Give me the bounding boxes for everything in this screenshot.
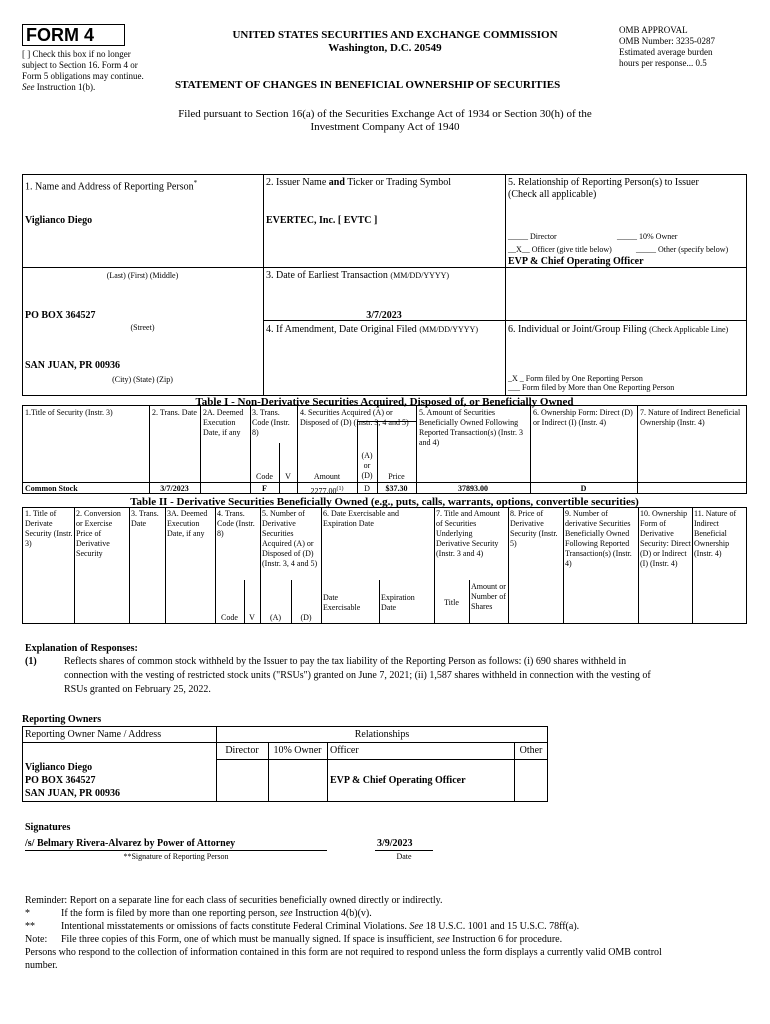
t1-h6: 6. Ownership Form: Direct (D) or Indirect (I) (Instr. 4) <box>533 408 633 427</box>
signature-date-caption: Date <box>396 852 412 861</box>
footer-note-pre: File three copies of this Form, one of which must be manually signed. If space is insufficient, <box>61 934 435 945</box>
omb-estimated: Estimated average burden <box>619 47 713 57</box>
box1-label-text: 1. Name and Address of Reporting Person <box>25 181 194 193</box>
t2-sub-title: Title <box>444 598 459 607</box>
omb-number: OMB Number: 3235-0287 <box>619 36 715 46</box>
box3-label-text: 3. Date of Earliest Transaction <box>266 270 388 281</box>
check-box-note[interactable] <box>22 49 152 93</box>
check-box-note-text: [ ] Check this box if no longer subject to Section 16. Form 4 or Form 5 obligations may continue. <box>22 49 144 81</box>
t1-row-amount-note: (1) <box>336 486 344 492</box>
box2-label-post: Ticker or Trading Symbol <box>347 177 452 188</box>
reporting-person-name: Viglianco Diego <box>25 215 93 226</box>
explanation-line1: Reflects shares of common stock withheld by the Issuer to pay the tax liability of the Reporting Person as follows: (i) 690 shares withheld in <box>64 656 627 667</box>
box5-other[interactable]: _____ Other (specify below) <box>636 245 729 254</box>
footer-star1-mark: * <box>25 908 30 919</box>
t2-h3a: 3A. Deemed Execution Date, if any <box>167 509 208 538</box>
t2-sub-exp: Expiration Date <box>381 593 415 612</box>
t1-row-aord: D <box>364 484 370 493</box>
box6-label <box>508 324 744 336</box>
box6-label-paren: (Check Applicable Line) <box>649 325 729 334</box>
signature-date: 3/9/2023 <box>377 838 413 849</box>
signer-caption: **Signature of Reporting Person <box>123 852 229 861</box>
box1-asterisk: * <box>193 179 198 187</box>
footer-star1-see: see <box>279 908 293 919</box>
box5-sub: (Check all applicable) <box>508 189 597 200</box>
footer-star2-pre: Intentional misstatements or omissions of facts constitute Federal Criminal Violations. <box>61 921 407 932</box>
signer: /s/ Belmary Rivera-Alvarez by Power of Attorney <box>25 838 236 849</box>
box4-label <box>266 324 478 336</box>
issuer-name: EVERTEC, Inc. [ EVTC ] <box>266 215 378 226</box>
t1-h1: 1.Title of Security (Instr. 3) <box>25 408 113 417</box>
t2-h3: 3. Trans. Date <box>131 509 159 528</box>
t1-h5: 5. Amount of Securities Beneficially Owned Following Reported Transaction(s) (Instr. 3 and 4) <box>419 408 523 447</box>
agency-location: Washington, D.C. 20549 <box>328 42 442 54</box>
explanation-heading: Explanation of Responses: <box>25 643 138 654</box>
footer-note <box>61 934 562 946</box>
t2-h4: 4. Trans. Code (Instr. 8) <box>217 509 255 538</box>
box4-label-text: 4. If Amendment, Date Original Filed <box>266 324 417 335</box>
filed-pursuant-2: Investment Company Act of 1940 <box>310 121 460 133</box>
t1-row-price: $37.30 <box>385 484 408 493</box>
t1-row-code: F <box>262 484 267 493</box>
explanation-line2: connection with the vesting of restricted stock units ("RSUs") granted on June 7, 2021; (ii) 1,587 shares withheld in connection with the vesting of <box>64 670 651 681</box>
t1-sub-v: V <box>285 472 291 481</box>
box1-label <box>25 177 197 193</box>
explanation-line3: RSUs granted on February 25, 2022. <box>64 684 211 695</box>
footer-note-see: see <box>436 934 450 945</box>
t1-sub-amount: Amount <box>313 472 341 481</box>
officer-title: EVP & Chief Operating Officer <box>508 256 644 267</box>
footer-star2-see: See <box>409 921 424 932</box>
footer-note-mark: Note: <box>25 934 48 945</box>
form-title: FORM 4 <box>26 25 95 45</box>
box5-director[interactable]: _____ Director <box>508 232 557 241</box>
reporting-person-street: PO BOX 364527 <box>25 310 96 321</box>
box4-format: (MM/DD/YYYY) <box>419 325 478 334</box>
box3-label <box>266 270 449 282</box>
owners-heading: Reporting Owners <box>22 714 102 725</box>
t2-h11: 11. Nature of Indirect Beneficial Ownership (Instr. 4) <box>694 509 737 558</box>
t2-sub-date-ex: Date Exercisable <box>323 593 361 612</box>
owners-col-other: Other <box>519 745 543 756</box>
t2-h10: 10. Ownership Form of Derivative Security: Direct (D) or Indirect (I) (Instr. 4) <box>640 509 691 568</box>
t2-h1: 1. Title of Derivate Security (Instr. 3) <box>25 509 73 548</box>
omb-approval: OMB APPROVAL <box>619 25 688 35</box>
check-box-see: See <box>22 82 35 92</box>
t2-sub-code: Code <box>221 613 238 622</box>
owners-col-director: Director <box>225 745 259 756</box>
reporting-person-city: SAN JUAN, PR 00936 <box>25 360 120 371</box>
t1-sub-price: Price <box>388 472 405 481</box>
owners-name: Viglianco Diego <box>25 762 93 773</box>
box6-label-text: 6. Individual or Joint/Group Filing <box>508 324 647 335</box>
owners-city: SAN JUAN, PR 00936 <box>25 788 120 799</box>
owners-col-ten: 10% Owner <box>273 745 322 756</box>
t1-h7: 7. Nature of Indirect Beneficial Ownership (Instr. 4) <box>640 408 741 427</box>
street-caption: (Street) <box>130 323 155 332</box>
t2-sub-amount: Amount or Number of Shares <box>471 582 506 611</box>
owners-col-rel: Relationships <box>354 729 410 740</box>
footer-persons-1: Persons who respond to the collection of information contained in this form are not required to respond unless the form displays a currently valid OMB control <box>25 947 662 958</box>
box2-label-pre: 2. Issuer Name <box>266 177 327 188</box>
omb-box <box>619 25 759 69</box>
signatures-heading: Signatures <box>25 822 71 833</box>
table2-title: Table II - Derivative Securities Beneficially Owned (e.g., puts, calls, warrants, options, convertible securities) <box>130 496 639 508</box>
t1-h2: 2. Trans. Date <box>152 408 197 417</box>
city-caption: (City) (State) (Zip) <box>112 375 173 384</box>
footer-note-post: Instruction 6 for procedure. <box>452 934 563 945</box>
box2-label <box>266 177 451 189</box>
owners-col-officer: Officer <box>330 745 359 756</box>
t2-h5: 5. Number of Derivative Securities Acquired (A) or Disposed of (D) (Instr. 3, 4 and 5) <box>262 509 318 568</box>
earliest-transaction-date: 3/7/2023 <box>366 310 402 321</box>
t1-row-date: 3/7/2023 <box>160 484 189 493</box>
footer-star2-mark: ** <box>25 921 35 932</box>
t2-sub-a: (A) <box>269 613 282 622</box>
owners-col-name: Reporting Owner Name / Address <box>25 729 162 740</box>
footer-star1-post: Instruction 4(b)(v). <box>295 908 372 919</box>
box3-format: (MM/DD/YYYY) <box>390 271 450 280</box>
check-box-instr: Instruction 1(b). <box>36 82 96 92</box>
box2-label-and: and <box>328 177 345 188</box>
footer-star2 <box>61 921 579 933</box>
t1-h2a: 2A. Deemed Execution Date, if any <box>203 408 244 437</box>
footer-star2-post: 18 U.S.C. 1001 and 15 U.S.C. 78ff(a). <box>425 921 580 932</box>
t2-h9: 9. Number of derivative Securities Beneficially Owned Following Reported Transaction(s) (Instr. 4) <box>565 509 632 568</box>
agency-name: UNITED STATES SECURITIES AND EXCHANGE COMMISSION <box>232 29 558 41</box>
t1-row-amount <box>297 484 357 497</box>
footer-persons-2: number. <box>25 960 58 971</box>
box6-one[interactable]: _X _ Form filed by One Reporting Person <box>508 374 643 383</box>
footer-star1-pre: If the form is filed by more than one reporting person, <box>61 908 278 919</box>
t2-h8: 8. Price of Derivative Security (Instr. 5) <box>510 509 558 548</box>
t2-h7: 7. Title and Amount of Securities Underlying Derivative Security (Instr. 3 and 4) <box>436 509 501 558</box>
t1-h3: 3. Trans. Code (Instr. 8) <box>252 408 290 437</box>
owners-street: PO BOX 364527 <box>25 775 96 786</box>
t1-row-security: Common Stock <box>25 484 78 493</box>
filed-pursuant-1: Filed pursuant to Section 16(a) of the Securities Exchange Act of 1934 or Section 30(h) of the <box>178 108 592 120</box>
t2-h2: 2. Conversion or Exercise Price of Derivative Security <box>76 509 121 558</box>
statement-title: STATEMENT OF CHANGES IN BENEFICIAL OWNERSHIP OF SECURITIES <box>175 79 561 91</box>
box5-label-text: 5. Relationship of Reporting Person(s) to Issuer <box>508 177 699 188</box>
table1-title: Table I - Non-Derivative Securities Acquired, Disposed of, or Beneficially Owned <box>195 396 574 408</box>
t2-sub-d: (D) <box>300 613 312 622</box>
t2-sub-v: V <box>249 613 255 622</box>
t1-sub-code: Code <box>256 472 273 481</box>
t2-h6: 6. Date Exercisable and Expiration Date <box>323 509 399 528</box>
name-caption: (Last) (First) (Middle) <box>106 271 179 280</box>
box5-label <box>508 177 744 201</box>
t1-h4: 4. Securities Acquired (A) or Disposed of (D) (Instr. 3, 4 and 5) <box>300 408 409 427</box>
box6-more[interactable]: ___ Form filed by More than One Reporting Person <box>508 383 675 392</box>
t1-row-amount-value: 2277.00 <box>310 486 337 496</box>
t1-sub-aord: (A) or (D) <box>361 451 373 480</box>
footer-reminder: Reminder: Report on a separate line for each class of securities beneficially owned directly or indirectly. <box>25 895 443 906</box>
omb-hours: hours per response... 0.5 <box>619 58 707 68</box>
box5-officer[interactable]: __X__ Officer (give title below) <box>508 245 612 254</box>
footer-star1 <box>61 908 372 920</box>
t1-row-form: D <box>580 484 587 493</box>
explanation-num: (1) <box>25 656 37 667</box>
box5-ten-pct[interactable]: _____ 10% Owner <box>617 232 678 241</box>
top-boxes-frame <box>22 174 747 396</box>
t1-row-owned: 37893.00 <box>458 484 488 493</box>
owners-officer: EVP & Chief Operating Officer <box>330 775 466 786</box>
